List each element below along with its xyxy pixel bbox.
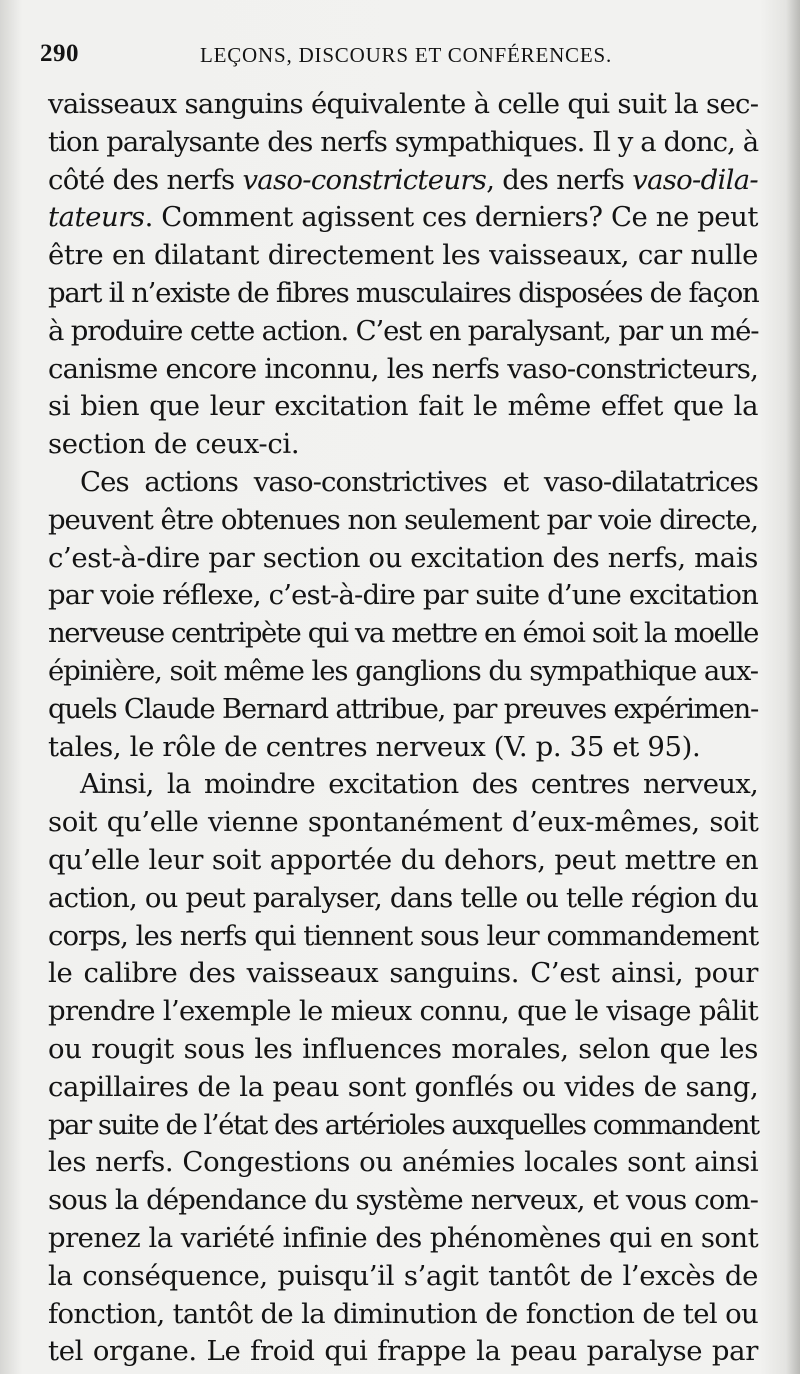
text-line: tales, le rôle de centres nerveux (V. p. 35 et 95).: [48, 730, 701, 763]
text-line: soit qu’elle vienne spontanément d’eux-mêmes, soit: [48, 806, 759, 839]
text-line: la conséquence, puisqu’il s’agit tantôt de l’excès de: [48, 1259, 758, 1292]
text-line: par voie réflexe, c’est-à-dire par suite d’une excitation: [48, 579, 758, 612]
text-line: à produire cette action. C’est en paralysant, par un mé-: [48, 314, 759, 347]
text-line: Ainsi, la moindre excitation des centres nerveux,: [80, 768, 758, 801]
text-line: action, ou peut paralyser, dans telle ou telle région du: [48, 881, 758, 914]
text-line: tel organe. Le froid qui frappe la peau paralyse par: [48, 1335, 758, 1368]
running-head: LEÇONS, DISCOURS ET CONFÉRENCES.: [200, 43, 613, 67]
text-line: section de ceux-ci.: [48, 428, 300, 461]
text-line: fonction, tantôt de la diminution de fonction de tel ou: [48, 1297, 758, 1330]
text-line: si bien que leur excitation fait le même effet que la: [48, 390, 759, 423]
text-line: être en dilatant directement les vaisseaux, car nulle: [48, 239, 758, 272]
text-line: c’est-à-dire par section ou excitation des nerfs, mais: [48, 541, 758, 574]
text-line: épinière, soit même les ganglions du sympathique aux-: [48, 654, 758, 687]
text-line: les nerfs. Congestions ou anémies locales sont ainsi: [48, 1146, 759, 1179]
text-line: peuvent être obtenues non seulement par voie directe,: [48, 503, 758, 536]
text-line: prenez la variété infinie des phénomènes qui en sont: [48, 1221, 759, 1254]
text-line: sous la dépendance du système nerveux, et vous com-: [48, 1184, 758, 1217]
text-line: part il n’existe de fibres musculaires disposées de façon: [48, 276, 759, 309]
text-line: quels Claude Bernard attribue, par preuves expérimen-: [48, 692, 759, 725]
text-line: nerveuse centripète qui va mettre en émoi soit la moelle: [48, 617, 758, 650]
text-line: canisme encore inconnu, les nerfs vaso-constricteurs,: [48, 352, 759, 385]
text-line: tion paralysante des nerfs sympathiques. Il y a donc, à: [48, 125, 759, 158]
page-number: 290: [40, 40, 79, 67]
text-line: corps, les nerfs qui tiennent sous leur commandement: [48, 919, 759, 952]
text-line: prendre l’exemple le mieux connu, que le visage pâlit: [48, 995, 758, 1028]
text-line: côté des nerfs vaso-constricteurs, des nerfs vaso-dila-: [48, 163, 759, 196]
text-line: le calibre des vaisseaux sanguins. C’est ainsi, pour: [48, 957, 758, 990]
page-edge-shadow: [786, 0, 800, 1374]
text-line: vaisseaux sanguins équivalente à celle qui suit la sec-: [48, 88, 759, 120]
text-line: Ces actions vaso-constrictives et vaso-dilatatrices: [80, 465, 758, 498]
text-line: capillaires de la peau sont gonflés ou vides de sang,: [48, 1070, 759, 1103]
body-text: [48, 86, 758, 1371]
text-line: qu’elle leur soit apportée du dehors, peut mettre en: [48, 843, 759, 876]
text-line: tateurs. Comment agissent ces derniers? Ce ne peut: [48, 201, 758, 234]
text-line: par suite de l’état des artérioles auxquelles commandent: [48, 1108, 759, 1141]
text-line: ou rougit sous les influences morales, selon que les: [48, 1032, 758, 1065]
page-header: [40, 40, 760, 74]
